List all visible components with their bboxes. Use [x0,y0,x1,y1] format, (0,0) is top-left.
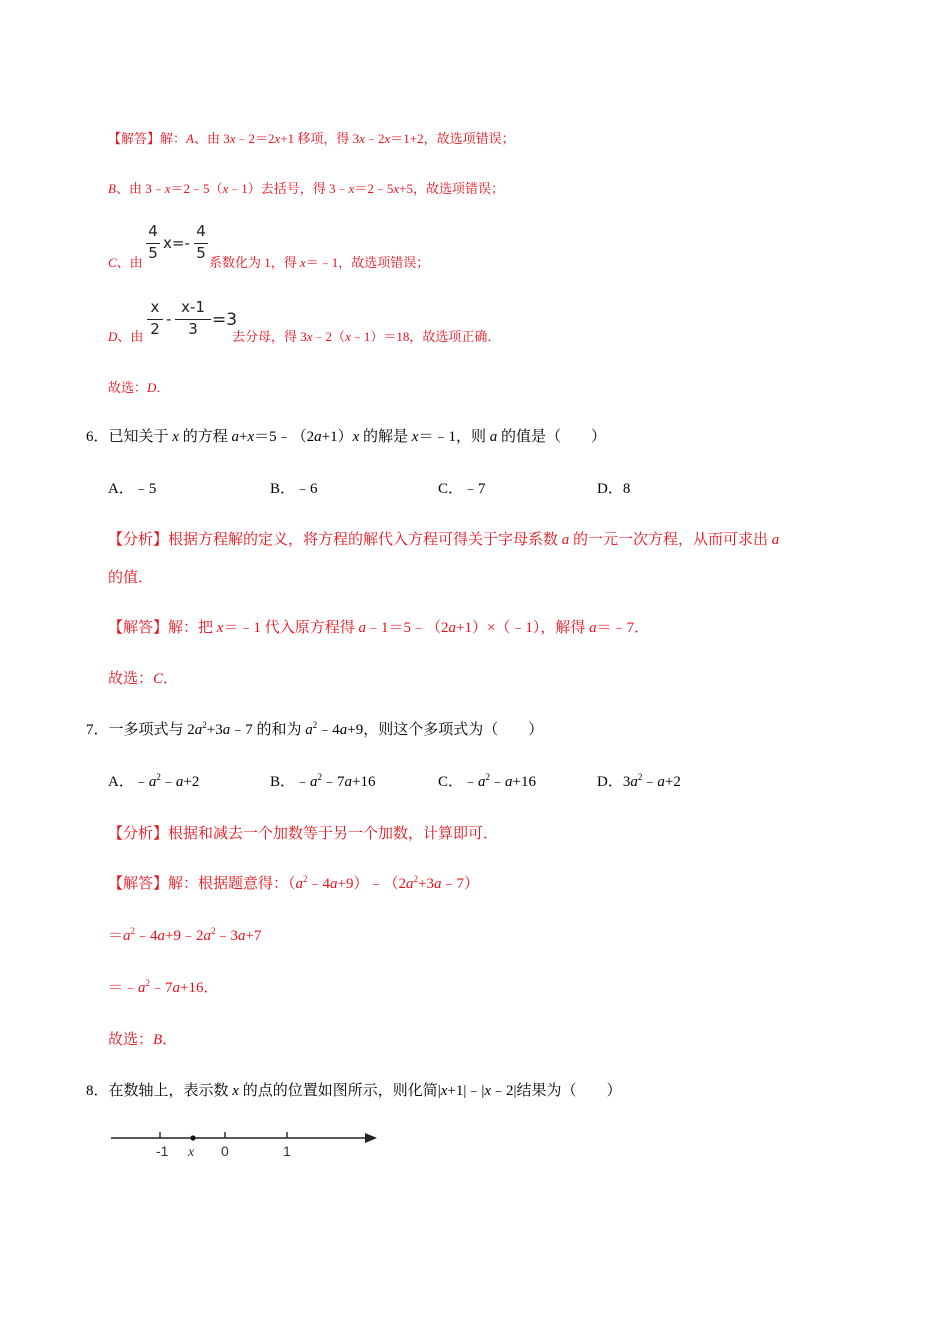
q6-option-a: A．﹣5 [108,481,157,497]
solution-tag: 【解答】 [108,131,161,146]
q5-solution-line-c-prefix: C、由 [108,255,143,270]
q5-solution-line-d-suffix: 去分母，得 3x﹣2（x﹣1）＝18，故选项正确． [232,329,501,344]
question-number: 6． [86,429,109,445]
q5-solution-line-c-suffix: 系数化为 1，得 x＝﹣1，故选项错误； [209,255,430,270]
q6-option-c: C．﹣7 [438,481,486,497]
fraction-equals-3: =3 [212,310,238,330]
q5-solution-line-d-prefix: D、由 [108,329,144,344]
q6-answer: 故选：C． [108,671,179,687]
q7-solution: 【解答】解：根据题意得：$(a^2﹣4a+9)﹣(2a^2+3a﹣7)$ [108,874,479,892]
fraction-x-2: x 2 [147,298,163,342]
q7-option-d: D．$3a^2﹣a+2$ [597,772,681,790]
fraction-4-5: 4 5 [146,222,160,266]
q7-solution-step2: $=a^2﹣4a+9﹣2a^2﹣3a+7$ [108,926,262,944]
solution-tag: 【解答】 [108,620,169,636]
point-x [190,1135,195,1140]
label-x: x [188,1145,195,1160]
q8-stem: 8．在数轴上，表示数 x 的点的位置如图所示，则化简|x+1|﹣|x﹣2|结果为（ ） [86,1083,622,1099]
question-number: 7． [86,722,109,738]
label-zero: 0 [221,1143,229,1159]
q6-stem: 6．已知关于 x 的方程 a+x＝5﹣（2a+1）x 的解是 x＝﹣1，则 a 的值是（ ） [86,429,606,445]
fraction-4-5-second: 4 5 [194,222,208,266]
solution-tag: 【解答】 [108,876,169,892]
fraction-middle-text: x=- [163,234,190,252]
q6-analysis-cont: 的值． [108,570,154,586]
q5-solution-line-a: 【解答】解：A、由 3x﹣2＝2x+1 移项，得 3x﹣2x＝1+2，故选项错误； [108,131,515,146]
q5-answer: 故选：D． [108,380,170,395]
number-line [105,1125,395,1165]
q7-solution-step3: $=﹣a^2﹣7a+16$． [108,978,219,996]
q7-option-c: C．$﹣a^2﹣a+16$ [438,772,537,790]
q7-analysis: 【分析】根据和减去一个加数等于另一个加数，计算即可． [108,826,499,842]
q5-solution-line-b: B、由 3﹣x＝2﹣5（x﹣1）去括号，得 3﹣x＝2﹣5x+5，故选项错误； [108,181,504,196]
axis-arrow-icon [365,1133,377,1143]
fraction-minus: - [166,310,172,328]
q7-stem: 7．一多项式与 $2a^2+3a﹣7$ 的和为 $a^2﹣4a+9$，则这个多项式为（ ） [86,720,544,738]
analysis-tag: 【分析】 [108,532,169,548]
label-neg1: -1 [156,1143,169,1159]
q6-option-b: B．﹣6 [270,481,318,497]
question-number: 8． [86,1083,109,1099]
q7-option-a: A．$﹣a^2﹣a+2$ [108,772,200,790]
q6-analysis: 【分析】根据方程解的定义，将方程的解代入方程可得关于字母系数 a 的一元一次方程，从而可求出 a [108,532,780,548]
fraction-x-1-3: x-1 3 [175,298,211,342]
label-one: 1 [283,1143,291,1159]
q7-option-b: B．$﹣a^2﹣7a+16$ [270,772,376,790]
q6-solution: 【解答】解：把 x＝﹣1 代入原方程得 a﹣1＝5﹣（2a+1）×（﹣1），解得 a＝﹣7． [108,620,650,636]
q6-option-d: D．8 [597,481,631,497]
analysis-tag: 【分析】 [108,826,169,842]
q7-answer: 故选：B． [108,1032,178,1048]
